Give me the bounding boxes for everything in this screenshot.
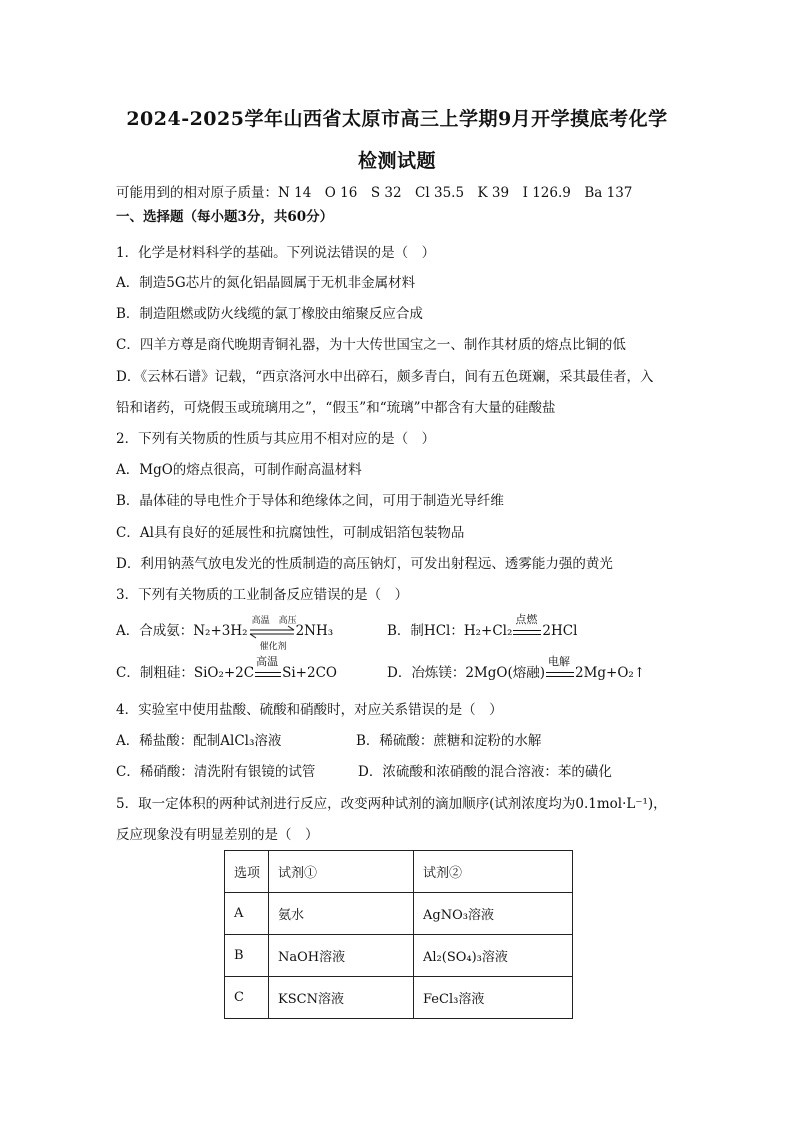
table-cell: FeCl₃溶液 (414, 977, 573, 1019)
reagent-table (224, 850, 573, 1019)
equation-b-products: 2HCl (542, 623, 578, 639)
equation-d-products: 2Mg+O₂↑ (574, 665, 646, 681)
table-cell: 氨水 (269, 893, 414, 935)
equals-sign-icon (254, 654, 282, 683)
equation-d-reactants: D．冶炼镁：2MgO(熔融) (387, 665, 545, 681)
table-header-row (225, 851, 573, 893)
section-heading: 一、选择题（每小题3分，共60分） (116, 209, 334, 225)
table-cell: B (225, 935, 269, 977)
table-cell: C (225, 977, 269, 1019)
question-1-stem: 1．化学是材料科学的基础。下列说法错误的是（ ） (116, 245, 436, 261)
question-1-option-d: D．《云林石谱》记载，“西京洛河水中出碎石，颇多青白，间有五色斑斓，采其最佳者，入 (116, 369, 654, 385)
table-row (225, 893, 573, 935)
equals-sign-icon (512, 612, 542, 641)
table-cell: A (225, 893, 269, 935)
equation-c-products: Si+2CO (282, 665, 337, 681)
condition-top: 高温 高压 (251, 615, 297, 626)
table-cell: NaOH溶液 (269, 935, 414, 977)
condition-bottom: 催化剂 (259, 641, 287, 652)
equation-a-reactants: A．合成氨：N₂+3H₂ (116, 623, 248, 639)
question-2-option-c: C．Al具有良好的延展性和抗腐蚀性，可制成铝箔包装物品 (116, 525, 465, 541)
table-cell: KSCN溶液 (269, 977, 414, 1019)
condition: 点燃 (515, 612, 538, 626)
table-header: 试剂② (414, 851, 573, 893)
exam-title: 2024-2025学年山西省太原市高三上学期9月开学摸底考化学 (126, 108, 668, 130)
question-1-option-a: A．制造5G芯片的氮化铝晶圆属于无机非金属材料 (116, 275, 416, 291)
reversible-arrow-icon (248, 615, 297, 652)
equation-a-products: 2NH₃ (295, 623, 334, 639)
exam-title-continued: 检测试题 (357, 150, 436, 172)
question-5-stem-continued: 反应现象没有明显差别的是（ ） (116, 827, 319, 843)
question-3-option-d (387, 654, 646, 683)
equation-c-reactants: C．制粗硅：SiO₂+2C (116, 665, 255, 681)
question-1-option-c: C．四羊方尊是商代晚期青铜礼器，为十大传世国宝之一、制作其材质的熔点比铜的低 (116, 337, 626, 353)
question-2-stem: 2．下列有关物质的性质与其应用不相对应的是（ ） (116, 431, 436, 447)
equals-sign-icon (545, 654, 575, 683)
table-cell: Al₂(SO₄)₃溶液 (414, 935, 573, 977)
atomic-masses: 可能用到的相对原子质量：N 14 O 16 S 32 Cl 35.5 K 39 I 126.9 Ba 137 (116, 185, 633, 201)
question-3-option-c (116, 654, 337, 683)
question-1-option-b: B．制造阻燃或防火线缆的氯丁橡胶由缩聚反应合成 (116, 306, 423, 322)
question-3-stem: 3．下列有关物质的工业制备反应错误的是（ ） (116, 587, 409, 603)
question-3-option-b (387, 612, 578, 641)
question-4-option-d: D．浓硫酸和浓硝酸的混合溶液：苯的磺化 (358, 764, 612, 780)
question-2-option-b: B．晶体硅的导电性介于导体和绝缘体之间，可用于制造光导纤维 (116, 493, 504, 509)
condition: 高温 (256, 654, 279, 668)
equation-b-reactants: B．制HCl：H₂+Cl₂ (387, 623, 513, 639)
question-4-option-b: B．稀硫酸：蔗糖和淀粉的水解 (356, 733, 542, 749)
question-5-stem: 5．取一定体积的两种试剂进行反应，改变两种试剂的滴加顺序(试剂浓度均为0.1mol·L⁻¹)， (116, 796, 667, 812)
condition: 电解 (547, 654, 570, 668)
question-4-option-a: A．稀盐酸：配制AlCl₃溶液 (116, 733, 282, 749)
question-4-option-c: C．稀硝酸：清洗附有银镜的试管 (116, 764, 316, 780)
question-1-option-d-continued: 铅和诸药，可烧假玉或琉璃用之”，“假玉”和“琉璃”中都含有大量的硅酸盐 (116, 400, 556, 416)
question-4-stem: 4．实验室中使用盐酸、硫酸和硝酸时，对应关系错误的是（ ） (116, 702, 503, 718)
table-row (225, 935, 573, 977)
table-cell: AgNO₃溶液 (414, 893, 573, 935)
table-header: 选项 (225, 851, 269, 893)
table-row (225, 977, 573, 1019)
question-2-option-a: A．MgO的熔点很高，可制作耐高温材料 (116, 462, 362, 478)
table-header: 试剂① (269, 851, 414, 893)
question-3-option-a (116, 615, 334, 652)
question-2-option-d: D．利用钠蒸气放电发光的性质制造的高压钠灯，可发出射程远、透雾能力强的黄光 (116, 556, 613, 572)
